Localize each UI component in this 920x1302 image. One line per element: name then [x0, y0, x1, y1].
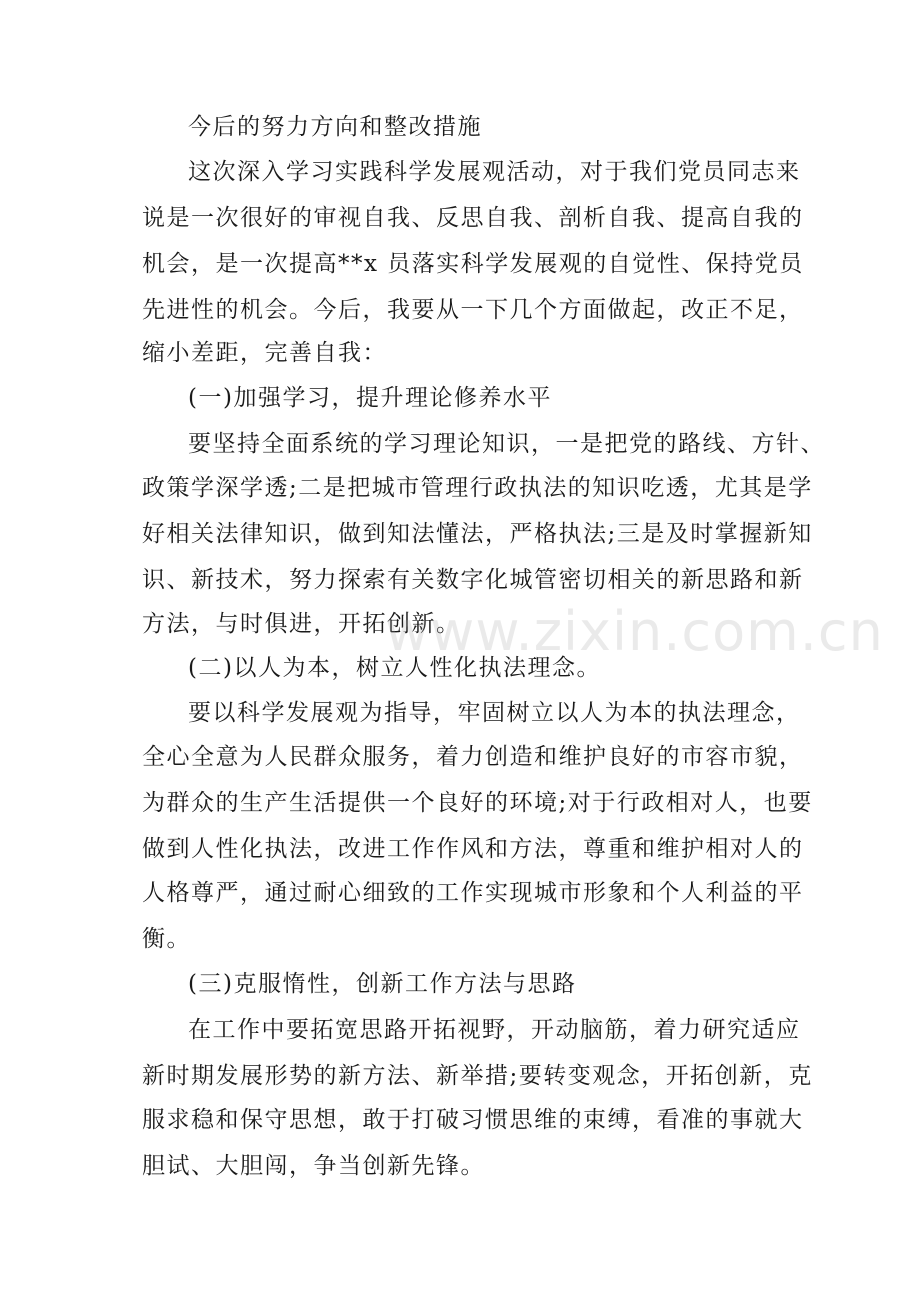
- paragraph-line: 人格尊严，通过耐心细致的工作实现城市形象和个人利益的平: [142, 880, 804, 906]
- paragraph-line: 识、新技术，努力探索有关数字化城管密切相关的新思路和新: [142, 567, 804, 593]
- paragraph-line: 衡。: [142, 926, 191, 952]
- paragraph-line: 先进性的机会。今后，我要从一下几个方面做起，改正不足，: [142, 297, 804, 323]
- section-heading: (一)加强学习，提升理论修养水平: [188, 385, 552, 411]
- paragraph-line: 好相关法律知识，做到知法懂法，严格执法;三是及时掌握新知: [142, 521, 813, 547]
- paragraph-line: 做到人性化执法，改进工作作风和方法，尊重和维护相对人的: [142, 836, 804, 862]
- paragraph-line: 服求稳和保守思想，敢于打破习惯思维的束缚，看准的事就大: [142, 1107, 804, 1133]
- paragraph-line: 机会，是一次提高**x 员落实科学发展观的自觉性、保持党员: [142, 251, 804, 277]
- paragraph-line: 在工作中要拓宽思路开拓视野，开动脑筋，着力研究适应: [188, 1017, 801, 1043]
- paragraph-line: 为群众的生产生活提供一个良好的环境;对于行政相对人，也要: [142, 790, 813, 816]
- paragraph-line: 这次深入学习实践科学发展观活动，对于我们党员同志来: [188, 159, 801, 185]
- paragraph-line: 胆试、大胆闯，争当创新先锋。: [142, 1153, 485, 1179]
- paragraph-line: 全心全意为人民群众服务，着力创造和维护良好的市容市貌，: [142, 744, 804, 770]
- paragraph-line: 缩小差距，完善自我：: [142, 340, 387, 366]
- section-heading: (三)克服惰性，创新工作方法与思路: [188, 971, 577, 997]
- watermark: www.zixin.com.cn: [385, 600, 884, 663]
- section-heading: (二)以人为本，树立人性化执法理念。: [188, 655, 601, 681]
- paragraph-line: 新时期发展形势的新方法、新举措;要转变观念，开拓创新，克: [142, 1063, 813, 1089]
- paragraph-line: 政策学深学透;二是把城市管理行政执法的知识吃透，尤其是学: [142, 475, 813, 501]
- paragraph-line: 方法，与时俱进，开拓创新。: [142, 611, 461, 637]
- paragraph-line: 说是一次很好的审视自我、反思自我、剖析自我、提高自我的: [142, 205, 804, 231]
- paragraph-line: 要坚持全面系统的学习理论知识，一是把党的路线、方针、: [188, 431, 825, 457]
- paragraph-line: 要以科学发展观为指导，牢固树立以人为本的执法理念，: [188, 700, 801, 726]
- document-title: 今后的努力方向和整改措施: [188, 114, 482, 140]
